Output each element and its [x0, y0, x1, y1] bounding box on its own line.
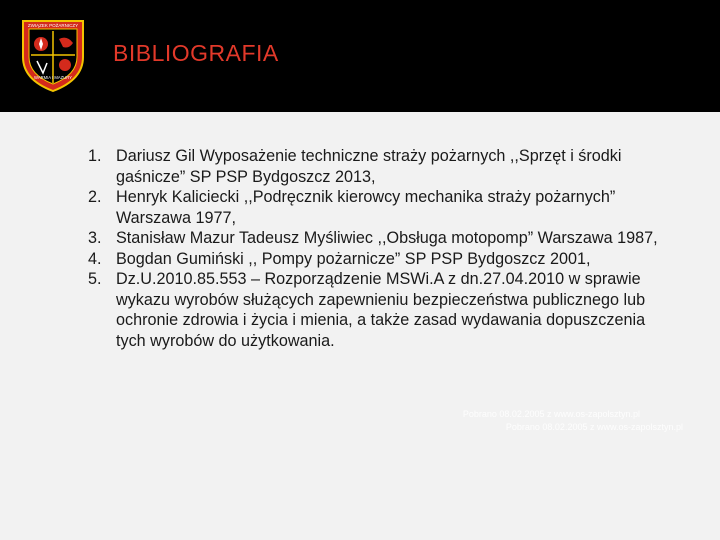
item-text: Dz.U.2010.85.553 – Rozporządzenie MSWi.A z dn.27.04.2010 w sprawie wykazu wyrobów służących zapewnieniu bezpieczeństwa publicznego lub ochronie zdrowia i życia i mienia, a także zasad wydawania dopuszczenia tych wyrobów do użytkowania.: [116, 270, 646, 350]
item-number: 3.: [88, 229, 102, 247]
fire-brigade-crest-icon: [19, 17, 87, 93]
item-number: 2.: [88, 188, 102, 206]
item-number: 4.: [88, 249, 102, 268]
bibliography-item: [88, 249, 663, 270]
logo-text-bottom: WARMIA I MAZURY: [34, 75, 72, 80]
item-text: Stanisław Mazur Tadeusz Myśliwiec ,,Obsługa motopomp” Warszawa 1987,: [116, 229, 658, 247]
item-text: Henryk Kaliciecki ,,Podręcznik kierowcy mechanika straży pożarnych” Warszawa 1977,: [116, 188, 616, 227]
slide-title: BIBLIOGRAFIA: [113, 40, 279, 66]
bibliography-list: [88, 146, 663, 351]
logo-text-top: ZWIĄZEK POŻARNICZY: [27, 23, 79, 28]
item-text: Bogdan Gumiński ,, Pompy pożarnicze” SP PSP Bydgoszcz 2001,: [116, 249, 591, 268]
bibliography-item: [88, 187, 663, 228]
watermark-line: Pobrano 08.02.2005 z www.os-zapolsztyn.pl: [462, 409, 640, 419]
bibliography-item: [88, 228, 663, 249]
item-number: 1.: [88, 147, 102, 165]
slide-content: [0, 112, 720, 540]
watermark-line: Pobrano 08.02.2005 z www.os-zapolsztyn.pl: [505, 422, 683, 432]
item-number: 5.: [88, 270, 102, 288]
item-text: Dariusz Gil Wyposażenie techniczne straży pożarnych ,,Sprzęt i środki gaśnicze” SP PSP Bydgoszcz 2013,: [116, 147, 622, 186]
bibliography-item: [88, 146, 663, 187]
bibliography-item: [88, 269, 663, 351]
slide-header: [0, 0, 720, 112]
watermark: [463, 408, 683, 434]
